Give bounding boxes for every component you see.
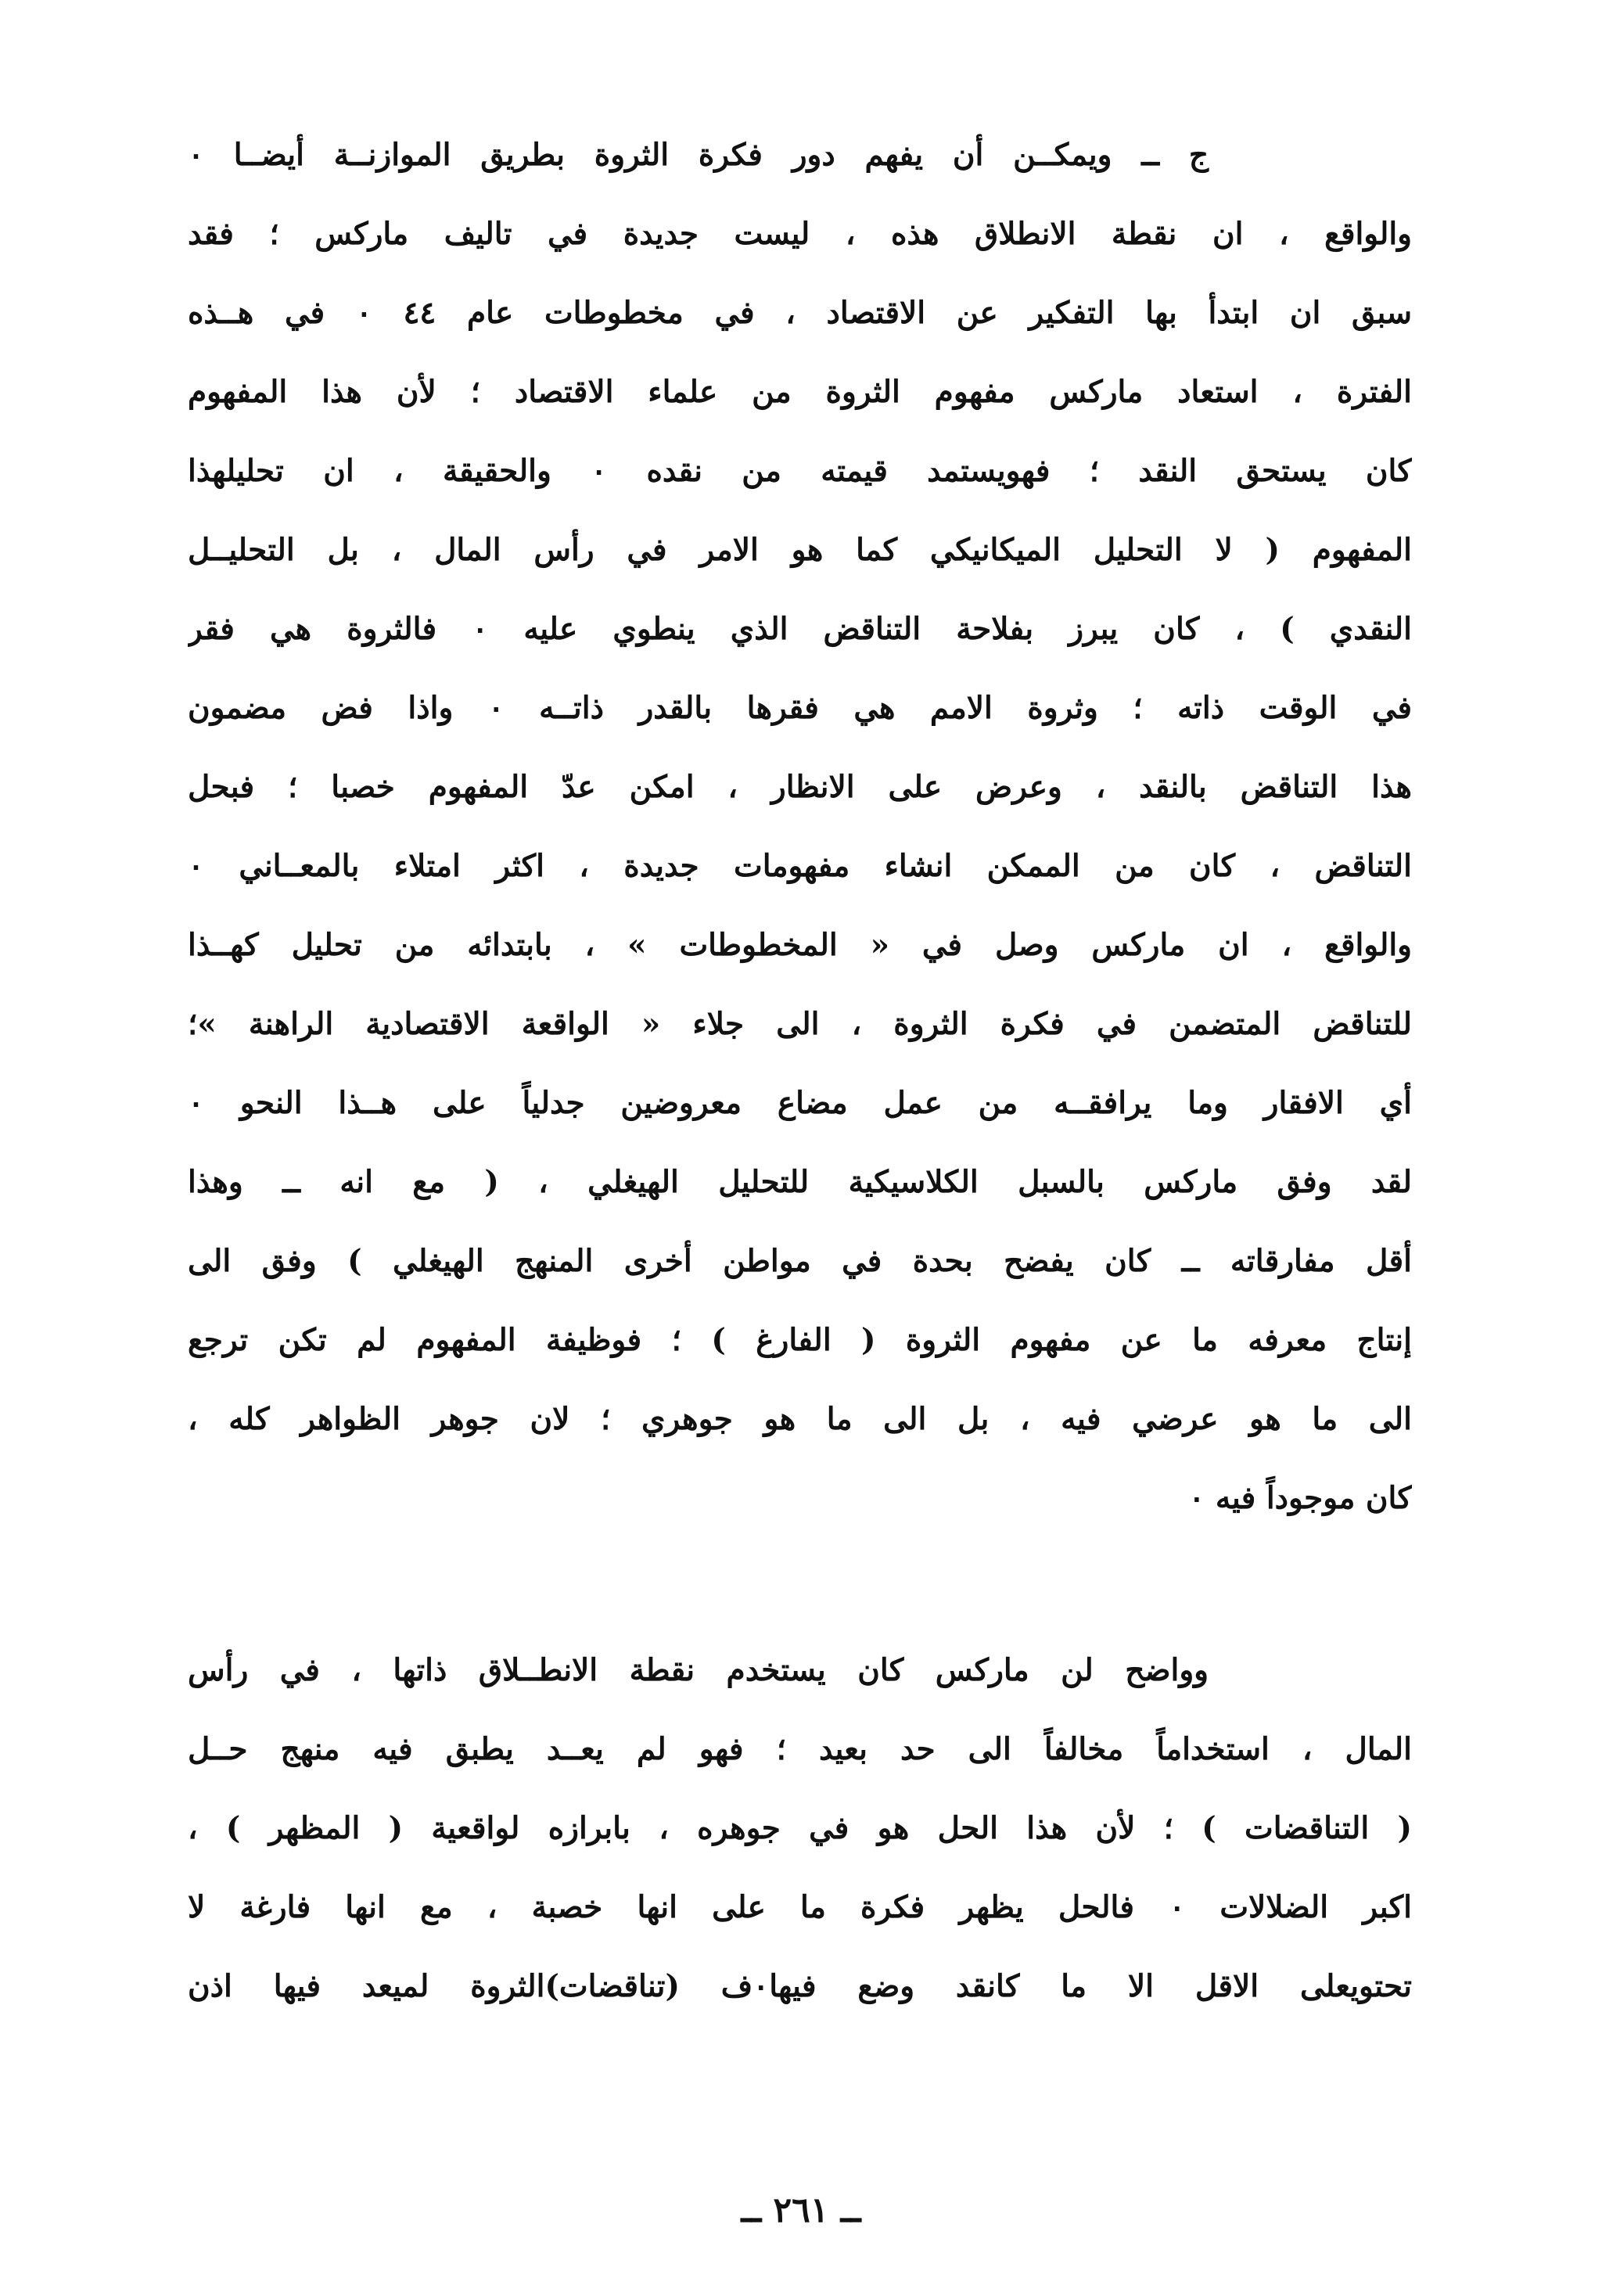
paragraph-2 — [188, 1631, 1412, 2026]
text-line: تحتويعلى الاقل الا ما كانقد وضع فيها٠ف (تناقضات)الثروة لميعد فيها اذن — [188, 1968, 1412, 2004]
paragraph-1 — [188, 116, 1412, 1538]
text-line: أي الافقار وما يرافقــه من عمل مضاع معروضين جدلياً على هــذا النحو ٠ — [188, 1085, 1412, 1121]
text-line: التناقض ، كان من الممكن انشاء مفهومات جديدة ، اكثر امتلاء بالمعــاني ٠ — [188, 848, 1412, 884]
text-line: والواقع ، ان نقطة الانطلاق هذه ، ليست جديدة في تاليف ماركس ؛ فقد — [188, 216, 1412, 252]
text-line: ج ــ ويمكــن أن يفهم دور فكرة الثروة بطريق الموازنــة أيضــا ٠ — [188, 137, 1209, 173]
text-line: ( التناقضات ) ؛ لأن هذا الحل هو في جوهره ، بابرازه لواقعية ( المظهر ) ، — [188, 1810, 1412, 1846]
text-line: والواقع ، ان ماركس وصل في « المخطوطات » ، بابتدائه من تحليل كهــذا — [188, 927, 1412, 963]
text-line: الفترة ، استعاد ماركس مفهوم الثروة من علماء الاقتصاد ؛ لأن هذا المفهوم — [188, 374, 1412, 410]
text-line: النقدي ) ، كان يبرز بفلاحة التناقض الذي ينطوي عليه ٠ فالثروة هي فقر — [188, 611, 1412, 647]
text-line: للتناقض المتضمن في فكرة الثروة ، الى جلاء « الواقعة الاقتصادية الراهنة »؛ — [188, 1006, 1412, 1042]
text-line: هذا التناقض بالنقد ، وعرض على الانظار ، امكن عدّ المفهوم خصبا ؛ فبحل — [188, 769, 1412, 805]
page-number: ــ ٢٦١ ــ — [741, 2190, 861, 2230]
text-line: لقد وفق ماركس بالسبل الكلاسيكية للتحليل الهيغلي ، ( مع انه ــ وهذا — [188, 1164, 1412, 1200]
text-line: سبق ان ابتدأ بها التفكير عن الاقتصاد ، في مخطوطات عام ٤٤ ٠ في هــذه — [188, 295, 1412, 331]
text-line: المال ، استخداماً مخالفاً الى حد بعيد ؛ فهو لم يعــد يطبق فيه منهج حــل — [188, 1731, 1412, 1767]
text-line: وواضح لن ماركس كان يستخدم نقطة الانطــلاق ذاتها ، في رأس — [188, 1652, 1209, 1688]
text-line: أقل مفارقاته ــ كان يفضح بحدة في مواطن أخرى المنهج الهيغلي ) وفق الى — [188, 1243, 1412, 1279]
text-line: الى ما هو عرضي فيه ، بل الى ما هو جوهري ؛ لان جوهر الظواهر كله ، — [188, 1401, 1412, 1437]
text-line: اكبر الضلالات ٠ فالحل يظهر فكرة ما على انها خصبة ، مع انها فارغة لا — [188, 1889, 1412, 1925]
text-line: كان يستحق النقد ؛ فهويستمد قيمته من نقده ٠ والحقيقة ، ان تحليلهذا — [188, 453, 1412, 489]
text-line: المفهوم ( لا التحليل الميكانيكي كما هو الامر في رأس المال ، بل التحليــل — [188, 532, 1412, 568]
text-line: كان موجوداً فيه ٠ — [1188, 1480, 1412, 1516]
text-line: في الوقت ذاته ؛ وثروة الامم هي فقرها بالقدر ذاتــه ٠ واذا فض مضمون — [188, 690, 1412, 726]
text-line: إنتاج معرفه ما عن مفهوم الثروة ( الفارغ ) ؛ فوظيفة المفهوم لم تكن ترجع — [188, 1322, 1412, 1358]
